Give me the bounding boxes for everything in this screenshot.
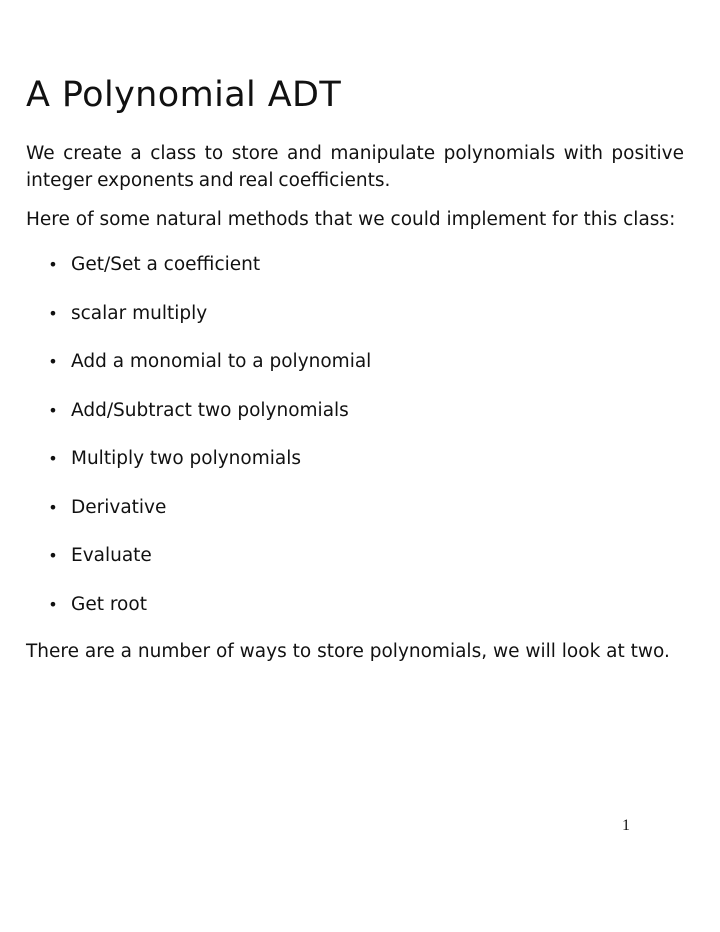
methods-intro-paragraph: Here of some natural methods that we could implement for this class: — [26, 209, 676, 230]
slide-page — [26, 70, 684, 665]
bullet-icon: • — [48, 255, 58, 274]
closing-paragraph: There are a number of ways to store polynomials, we will look at two. — [26, 640, 670, 662]
bullet-icon: • — [48, 303, 58, 323]
list-item — [26, 591, 684, 618]
page-title: A Polynomial ADT — [26, 75, 342, 115]
list-item — [26, 397, 684, 424]
bullet-icon: • — [48, 449, 58, 468]
page-number: 1 — [622, 817, 630, 834]
bullet-icon: • — [48, 497, 58, 517]
list-item — [26, 445, 684, 472]
list-item — [26, 300, 684, 327]
list-item — [26, 251, 684, 278]
list-item — [26, 348, 684, 375]
list-item — [26, 494, 684, 521]
method-list — [26, 251, 684, 618]
list-item-label: Evaluate — [71, 545, 152, 566]
list-item — [26, 542, 684, 569]
bullet-icon: • — [48, 594, 58, 614]
list-item-label: Derivative — [71, 496, 167, 518]
intro-paragraph: We create a class to store and manipulate polynomials with positive integer exponents and real coefficients. — [26, 143, 684, 191]
bullet-icon: • — [48, 546, 58, 565]
list-item-label: Get/Set a coefficient — [71, 254, 261, 275]
bullet-icon: • — [48, 352, 58, 371]
list-item-label: Get root — [71, 593, 147, 615]
list-item-label: Add a monomial to a polynomial — [71, 351, 372, 372]
list-item-label: Multiply two polynomials — [71, 448, 301, 469]
list-item-label: scalar multiply — [71, 302, 208, 324]
list-item-label: Add/Subtract two polynomials — [71, 399, 349, 421]
bullet-icon: • — [48, 400, 58, 420]
